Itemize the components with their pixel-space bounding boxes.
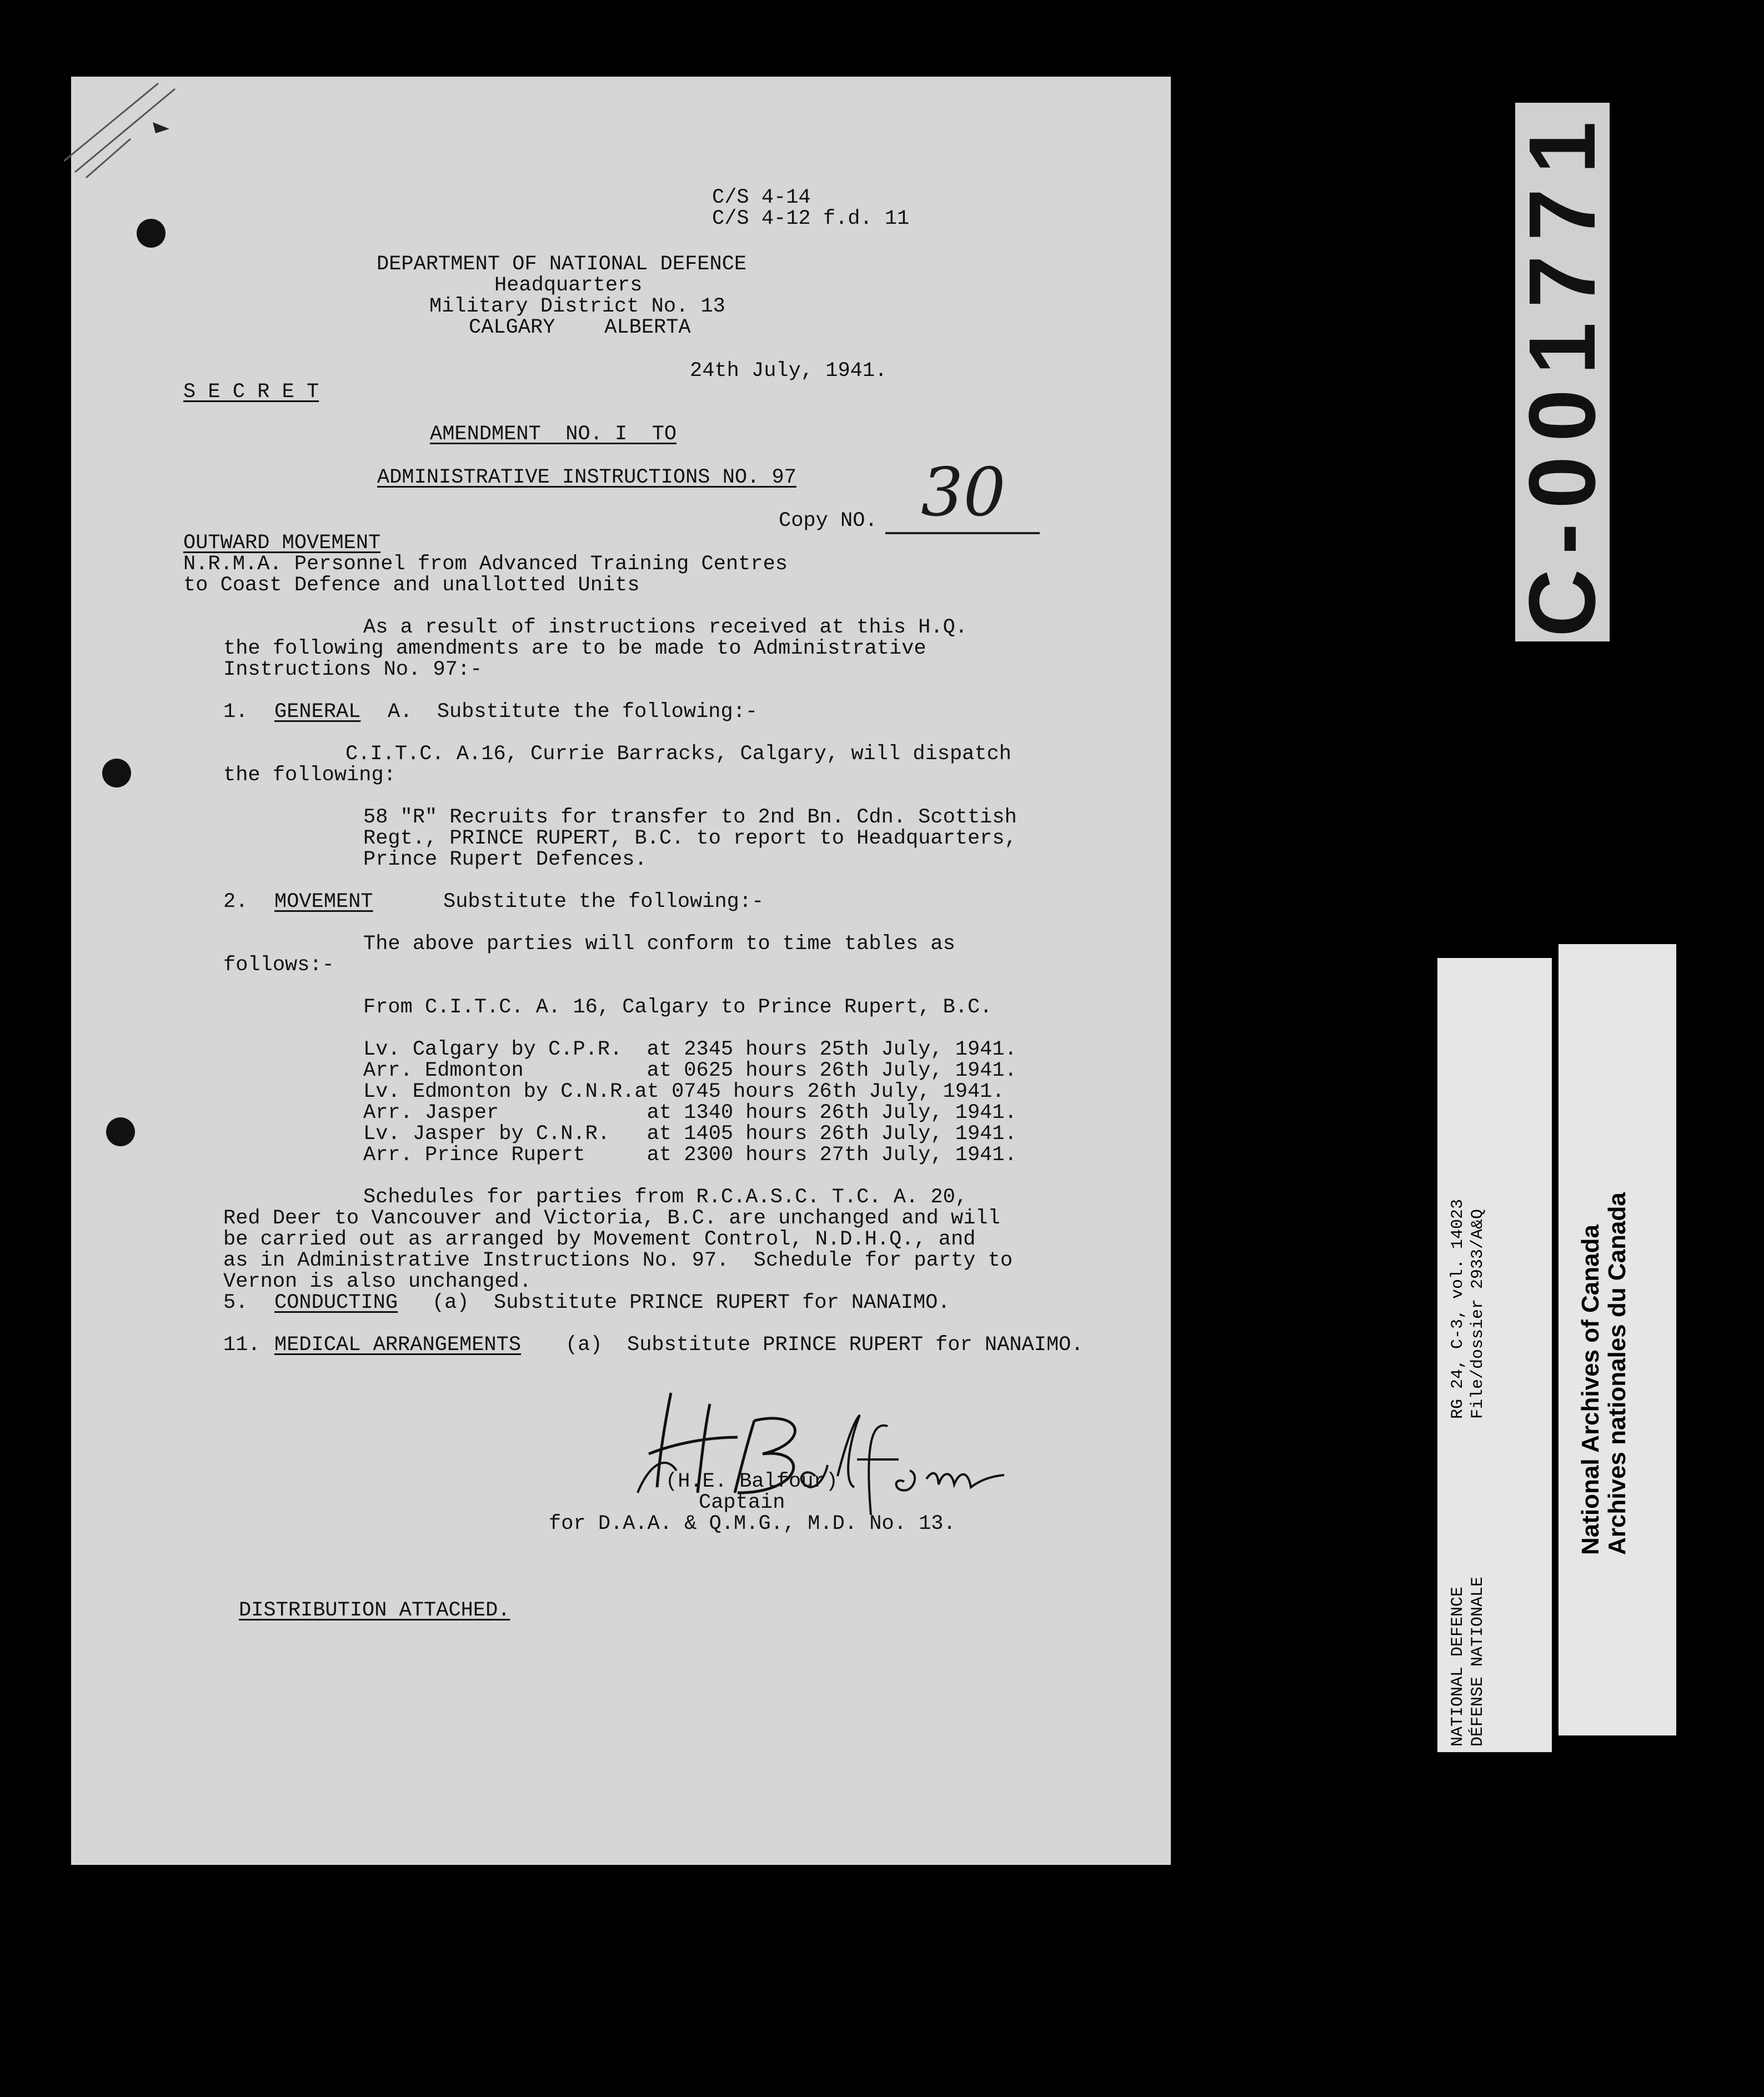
letterhead-line: CALGARY ALBERTA xyxy=(469,316,691,339)
intro-line: As a result of instructions received at this H.Q. xyxy=(363,616,968,639)
stamp-divider xyxy=(1552,958,1558,1752)
intro-line: Instructions No. 97:- xyxy=(223,658,483,681)
paragraph-line: be carried out as arranged by Movement Control, N.D.H.Q., and xyxy=(223,1228,976,1251)
timetable-row: Lv. Jasper by C.N.R. at 1405 hours 26th July, 1941. xyxy=(363,1122,1017,1146)
file-reference: File/dossier 2933/A&Q xyxy=(1469,1208,1487,1419)
timetable-row: Arr. Edmonton at 0625 hours 26th July, 1941. xyxy=(363,1059,1017,1082)
archive-stamp-right xyxy=(1558,944,1676,1735)
paragraph-line: 58 "R" Recruits for transfer to 2nd Bn. Cdn. Scottish xyxy=(363,806,1017,829)
timetable-row: Lv. Calgary by C.P.R. at 2345 hours 25th July, 1941. xyxy=(363,1038,1017,1061)
microfilm-frame-id xyxy=(1510,103,1615,641)
section-number: 2. xyxy=(223,890,248,914)
copy-label: Copy NO. xyxy=(779,509,878,533)
punch-hole xyxy=(137,219,166,248)
paragraph-line: follows:- xyxy=(223,954,334,977)
section-text: A. Substitute the following:- xyxy=(388,700,758,724)
paragraph-line: C.I.T.C. A.16, Currie Barracks, Calgary, will dispatch xyxy=(345,743,1011,766)
department-label: DÉFENSE NATIONALE xyxy=(1469,1576,1487,1747)
section-text: Substitute the following:- xyxy=(443,890,764,914)
section-number: 1. xyxy=(223,700,248,724)
punch-hole xyxy=(106,1117,135,1146)
document-title: ADMINISTRATIVE INSTRUCTIONS NO. 97 xyxy=(377,466,796,489)
letterhead-line: Military District No. 13 xyxy=(429,295,725,318)
paragraph-line: The above parties will conform to time tables as xyxy=(363,932,955,956)
section-heading: MOVEMENT xyxy=(274,890,373,914)
department-label: NATIONAL DEFENCE xyxy=(1449,1586,1467,1747)
section-heading: MEDICAL ARRANGEMENTS xyxy=(274,1333,522,1357)
copy-number: 30 xyxy=(921,454,1006,531)
signatory-name: (H.E. Balfour) xyxy=(665,1470,838,1493)
scratch-marks xyxy=(64,78,186,189)
subject-heading: OUTWARD MOVEMENT xyxy=(183,531,381,555)
letterhead-line: Headquarters xyxy=(494,274,643,297)
file-ref: C/S 4-12 f.d. 11 xyxy=(712,207,910,230)
section-text: (a) Substitute PRINCE RUPERT for NANAIMO. xyxy=(565,1333,1084,1357)
document-page xyxy=(71,77,1171,1865)
paragraph-line: Red Deer to Vancouver and Victoria, B.C. are unchanged and will xyxy=(223,1207,1000,1230)
document-date: 24th July, 1941. xyxy=(690,359,888,383)
archive-name-fr: Archives nationales du Canada xyxy=(1603,1192,1631,1555)
section-heading: GENERAL xyxy=(274,700,361,724)
handwritten-signature xyxy=(627,1382,1015,1515)
paragraph-line: as in Administrative Instructions No. 97. Schedule for party to xyxy=(223,1249,1013,1272)
archive-stamp-left xyxy=(1437,958,1552,1752)
copy-number-underline xyxy=(885,532,1040,534)
timetable-row: Arr. Prince Rupert at 2300 hours 27th July, 1941. xyxy=(363,1143,1017,1167)
route-title: From C.I.T.C. A. 16, Calgary to Prince Rupert, B.C. xyxy=(363,996,993,1019)
paragraph-line: the following: xyxy=(223,764,396,787)
classification: S E C R E T xyxy=(183,380,319,404)
intro-line: the following amendments are to be made to Administrative xyxy=(223,637,926,660)
section-number: 5. xyxy=(223,1291,248,1315)
section-text: (a) Substitute PRINCE RUPERT for NANAIMO. xyxy=(432,1291,950,1315)
subject-line: to Coast Defence and unallotted Units xyxy=(183,574,640,597)
paragraph-line: Schedules for parties from R.C.A.S.C. T.C. A. 20, xyxy=(363,1186,968,1209)
signatory-rank: Captain xyxy=(699,1491,785,1514)
paragraph-line: Prince Rupert Defences. xyxy=(363,848,647,871)
paragraph-line: Vernon is also unchanged. xyxy=(223,1270,532,1293)
paragraph-line: Regt., PRINCE RUPERT, B.C. to report to Headquarters, xyxy=(363,827,1017,850)
frame-id-text: C-001771 xyxy=(1510,107,1615,638)
rg-reference: RG 24, C-3, vol. 14023 xyxy=(1449,1198,1467,1419)
archive-name-en: National Archives of Canada xyxy=(1577,1225,1604,1555)
subject-line: N.R.M.A. Personnel from Advanced Training Centres xyxy=(183,553,788,576)
signatory-for: for D.A.A. & Q.M.G., M.D. No. 13. xyxy=(549,1512,956,1536)
timetable-row: Arr. Jasper at 1340 hours 26th July, 1941. xyxy=(363,1101,1017,1125)
timetable-row: Lv. Edmonton by C.N.R.at 0745 hours 26th July, 1941. xyxy=(363,1080,1005,1103)
punch-hole xyxy=(102,759,131,787)
section-heading: CONDUCTING xyxy=(274,1291,398,1315)
distribution-note: DISTRIBUTION ATTACHED. xyxy=(239,1599,510,1622)
letterhead-line: DEPARTMENT OF NATIONAL DEFENCE xyxy=(377,253,747,276)
section-number: 11. xyxy=(223,1333,260,1357)
document-title: AMENDMENT NO. I TO xyxy=(430,423,677,446)
file-ref: C/S 4-14 xyxy=(712,186,811,209)
